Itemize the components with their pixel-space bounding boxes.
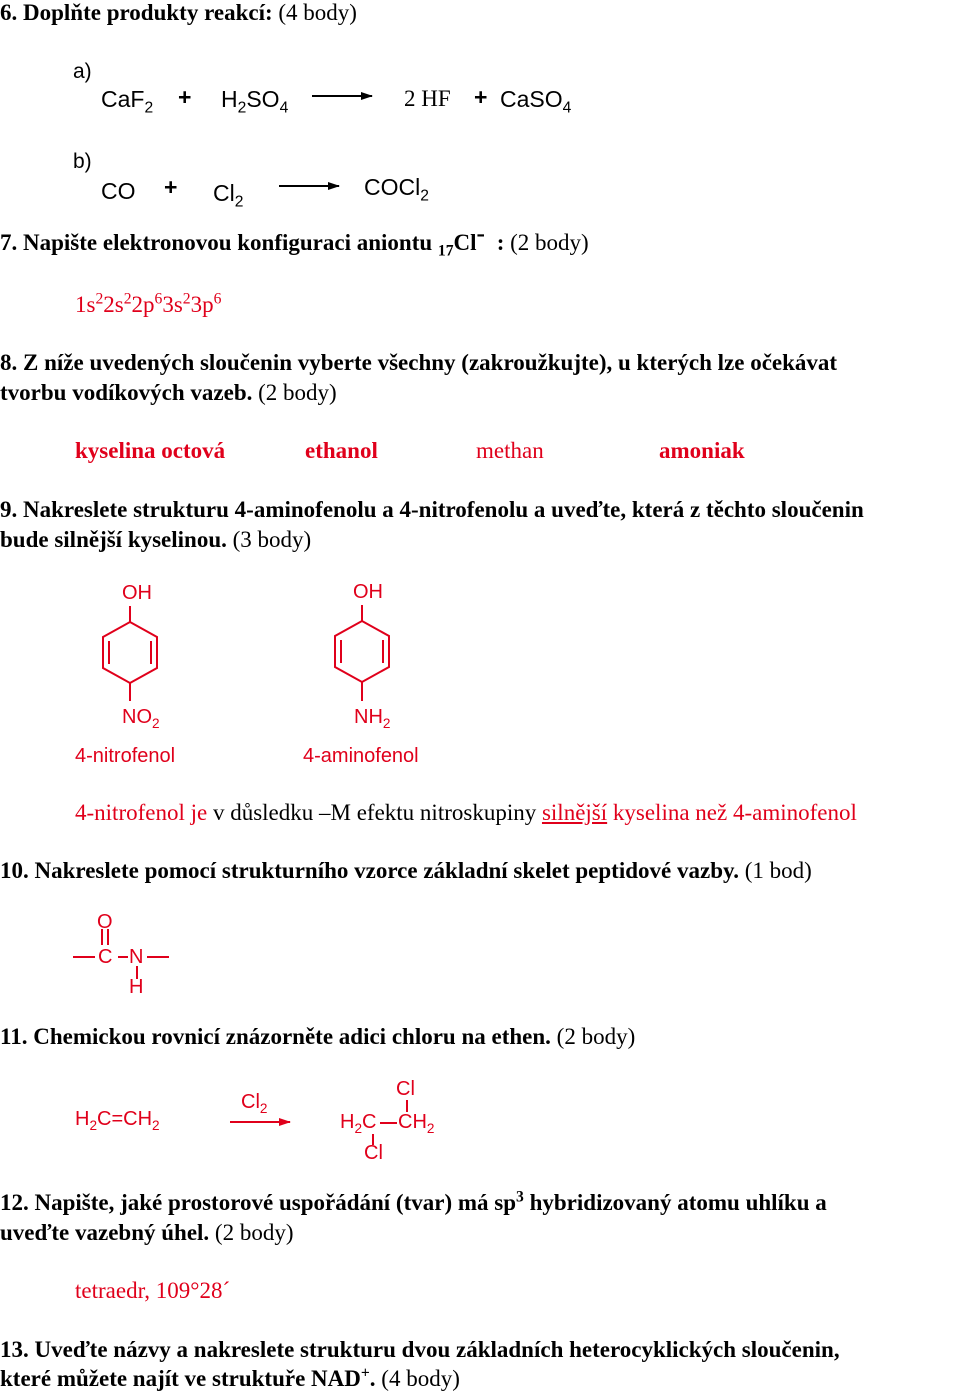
dichloroethane-cl-top: Cl (396, 1078, 415, 1100)
q6-a-plus2: + (474, 84, 488, 110)
peptide-bond-structure (73, 929, 169, 979)
q7-charge: - (476, 219, 485, 248)
q6-a-product1: 2 HF (404, 86, 451, 111)
q6-b-reactant2: $Cl_2$ (213, 180, 244, 211)
peptide-o: O (97, 911, 113, 933)
q7-heading: 7. Napište elektronovou konfiguraci aniontu $_{17}$Cl- : (2 body) (0, 219, 589, 260)
q11-points: (2 body) (556, 1024, 636, 1049)
peptide-h: H (129, 976, 144, 998)
q6-b-plus: + (164, 174, 178, 200)
dichloroethane-cl-bottom: Cl (364, 1142, 383, 1164)
nitrophenol-oh: OH (122, 582, 152, 604)
aminophenol-structure (335, 605, 389, 701)
q12-answer: tetraedr, 109°28´ (75, 1278, 231, 1303)
q8-option-3: methan (476, 438, 544, 463)
q6-a-product2: CaSO$_4$ (500, 86, 572, 117)
q6-number: 6. (0, 0, 18, 25)
q6-a-reactant2: $H_2SO_4$ (221, 86, 289, 117)
nitrophenol-structure (103, 606, 157, 701)
q6-points: (4 body) (278, 0, 357, 25)
peptide-n: N (129, 946, 144, 968)
q8-points: (2 body) (258, 380, 337, 405)
ethene-formula: $H_2C=CH_2$ (75, 1108, 160, 1133)
q9-line1: 9. Nakreslete strukturu 4-aminofenolu a 4-nitrofenolu a uveďte, která z těchto sloučenin (0, 497, 864, 522)
q8-option-2: ethanol (305, 438, 378, 463)
q9-points: (3 body) (232, 527, 312, 552)
q13-line2: které můžete najít ve struktuře NAD+. (4 body) (0, 1364, 460, 1391)
q8-option-4: amoniak (659, 438, 745, 463)
aminophenol-nh2: $NH_2$ (354, 706, 391, 731)
aminophenol-oh: OH (353, 581, 383, 603)
dichloroethane-left: $H_2C$ (340, 1111, 377, 1136)
q6-a-label: a) (73, 60, 92, 83)
q12-line1: 12. Napište, jaké prostorové uspořádání (tvar) má $sp^3$ hybridizovaný atomu uhlíku a (0, 1188, 827, 1215)
q6-text: Doplňte produkty reakcí: (23, 0, 273, 25)
q6-b-reactant1: CO (101, 178, 136, 204)
dichloroethane-right: $CH_2$ (398, 1111, 435, 1136)
q6-b-label: b) (73, 150, 92, 173)
q6-b-product: COCl$_2$ (364, 174, 429, 205)
q6-a-reactant1: CaF$_2$ (101, 86, 154, 117)
q7-answer: $1s^22s^22p^63s^23p^6$ (75, 290, 222, 317)
q8-line1: 8. Z níže uvedených sloučenin vyberte všechny (zakroužkujte), u kterých lze očekávat (0, 350, 838, 375)
peptide-c: C (98, 946, 113, 968)
q12-line2: uveďte vazebný úhel. (2 body) (0, 1220, 294, 1245)
q13-line1: 13. Uveďte názvy a nakreslete strukturu dvou základních heterocyklických sloučenin, (0, 1337, 840, 1362)
q8-line2: tvorbu vodíkových vazeb. (2 body) (0, 380, 337, 405)
q8-option-1: kyselina octová (75, 438, 226, 463)
q13-points: (4 body) (381, 1366, 460, 1391)
nitrophenol-no2: $NO_2$ (122, 706, 160, 731)
q11-heading: 11. Chemickou rovnicí znázorněte adici chloru na ethen. (2 body) (0, 1024, 636, 1049)
chlorine-reagent: $Cl_2$ (241, 1091, 268, 1116)
q12-points: (2 body) (214, 1220, 294, 1245)
q7-atomic-number: 17 (437, 242, 454, 260)
q9-line2: bude silnější kyselinou. (3 body) (0, 527, 312, 552)
q7-points: (2 body) (510, 230, 589, 255)
q6-a-plus1: + (178, 84, 192, 110)
q10-heading: 10. Nakreslete pomocí strukturního vzorce základní skelet peptidové vazby. (1 bod) (0, 858, 812, 883)
q10-points: (1 bod) (744, 858, 812, 883)
aminophenol-name: 4-aminofenol (303, 745, 419, 767)
nitrophenol-name: 4-nitrofenol (75, 745, 176, 767)
q9-answer: 4-nitrofenol je v důsledku –M efektu nitroskupiny silnější kyselina než 4-aminofenol (75, 800, 857, 825)
q7-text: 7. Napište elektronovou konfiguraci aniontu (0, 230, 433, 255)
q7-ion: Cl (453, 230, 477, 255)
